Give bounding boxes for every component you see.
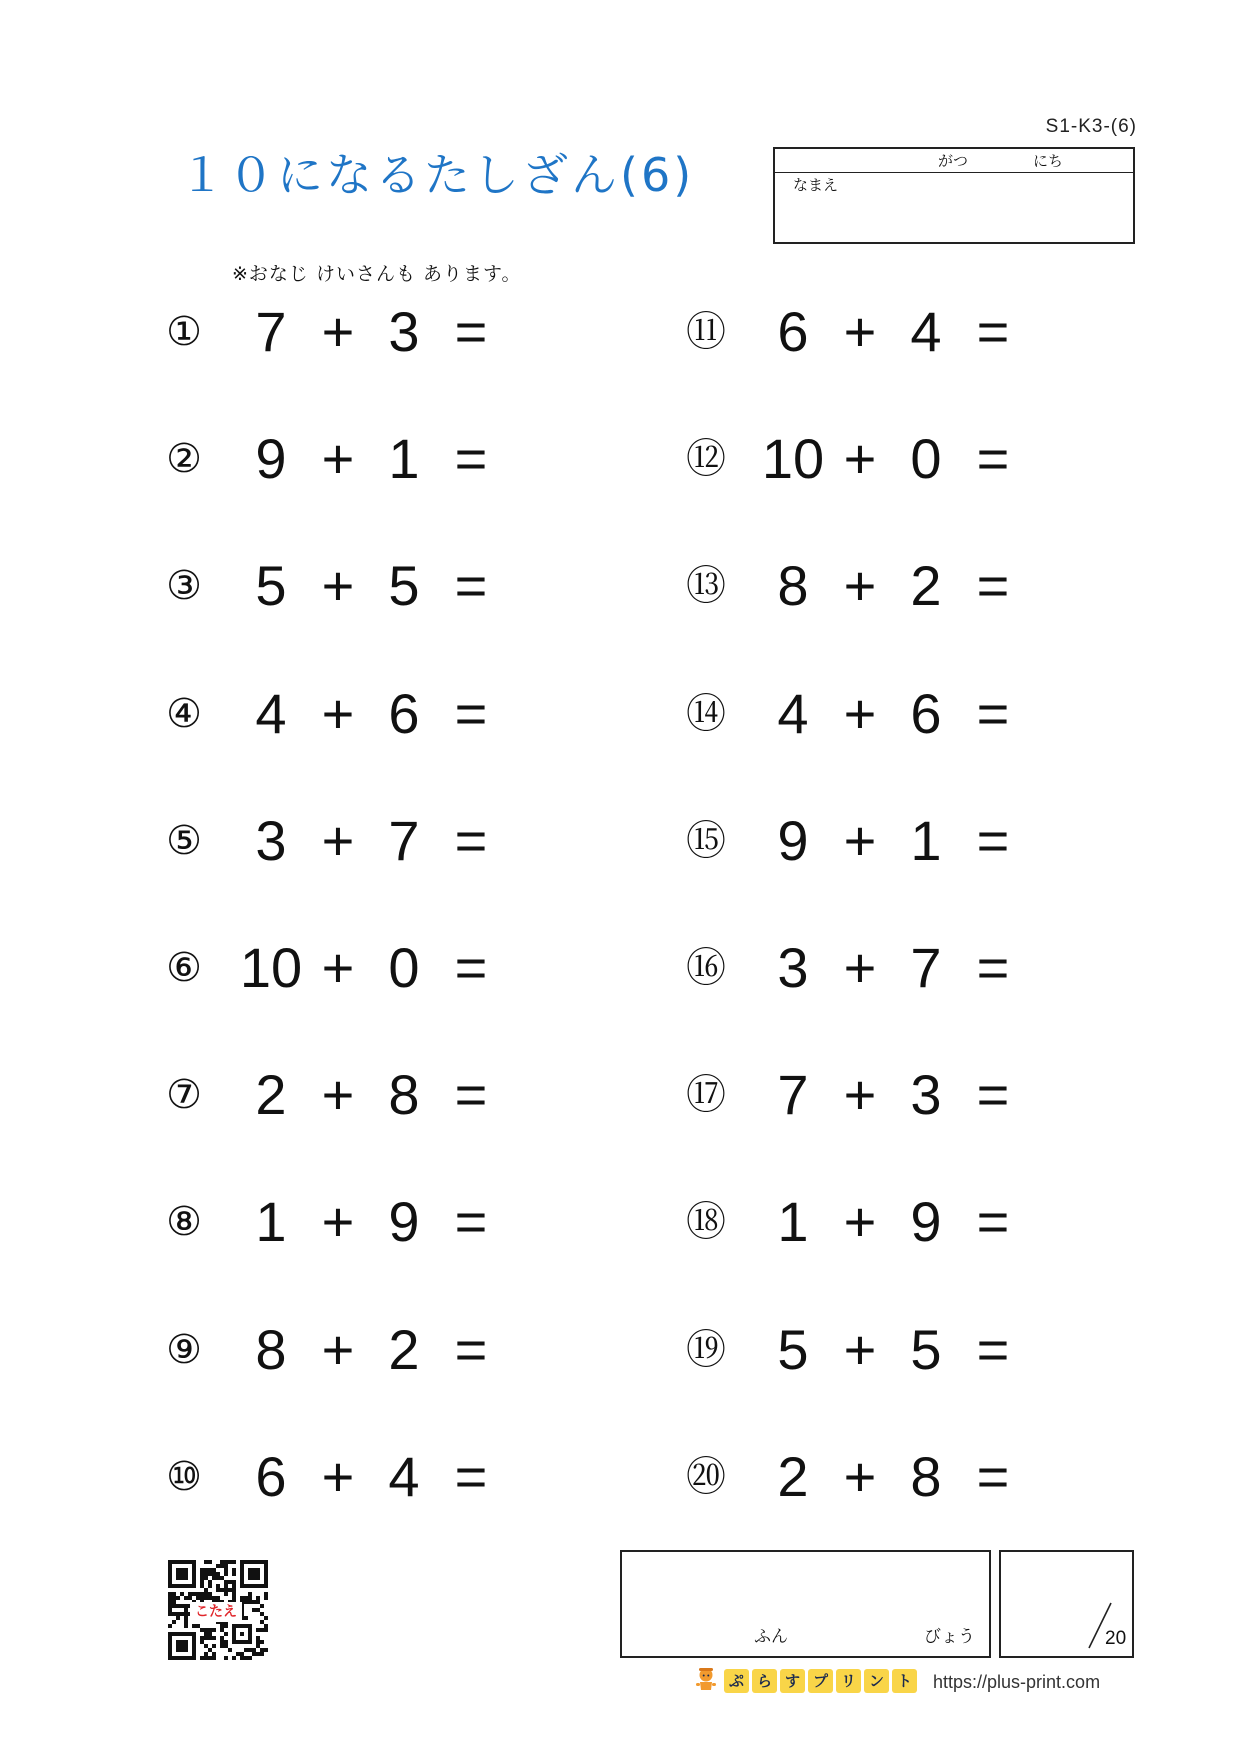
problem-number: ⑲ xyxy=(686,1326,726,1373)
plus-sign: + xyxy=(321,681,355,745)
problem-number: ② xyxy=(166,436,202,483)
problem-number: ⑬ xyxy=(686,563,726,610)
equals-sign: = xyxy=(454,935,488,999)
problem-14 xyxy=(681,674,1023,754)
problem-12 xyxy=(681,419,1023,499)
qr-alignment-pattern xyxy=(232,1624,252,1644)
plus-sign: + xyxy=(843,935,877,999)
first-addend: 3 xyxy=(255,808,287,872)
plus-print-logo xyxy=(724,1669,917,1693)
problem-number: ⑭ xyxy=(686,690,726,737)
problem-number: ⑰ xyxy=(686,1072,726,1119)
problem-9 xyxy=(159,1310,501,1390)
problem-number: ③ xyxy=(166,563,202,610)
problem-13 xyxy=(681,546,1023,626)
problem-number: ⑧ xyxy=(166,1199,202,1246)
problem-1 xyxy=(159,292,501,372)
logo-tile: リ xyxy=(836,1669,861,1693)
first-addend: 10 xyxy=(239,935,303,999)
problem-7 xyxy=(159,1055,501,1135)
problem-number: ⑨ xyxy=(166,1326,202,1373)
plus-sign: + xyxy=(843,554,877,618)
second-addend: 5 xyxy=(388,554,420,618)
first-addend: 2 xyxy=(777,1444,809,1508)
score-total: 20 xyxy=(1105,1628,1127,1649)
equals-sign: = xyxy=(454,1444,488,1508)
problem-number: ⑪ xyxy=(686,309,726,355)
first-addend: 6 xyxy=(255,1444,287,1508)
equals-sign: = xyxy=(454,808,488,872)
score-box xyxy=(999,1550,1134,1658)
logo-tile: す xyxy=(780,1669,805,1693)
problem-8 xyxy=(159,1182,501,1262)
problem-number: ④ xyxy=(166,690,202,737)
problem-number: ⑦ xyxy=(166,1072,202,1119)
qr-finder-pattern xyxy=(240,1560,268,1588)
first-addend: 9 xyxy=(255,427,287,491)
name-date-box xyxy=(773,147,1135,244)
day-label: にち xyxy=(1033,152,1064,170)
first-addend: 10 xyxy=(761,427,825,491)
logo-tile: ら xyxy=(752,1669,777,1693)
site-url-link[interactable]: https://plus-print.com xyxy=(933,1672,1101,1692)
problem-2 xyxy=(159,419,501,499)
plus-sign: + xyxy=(321,1444,355,1508)
plus-sign: + xyxy=(843,1063,877,1127)
logo-tile: ぷ xyxy=(724,1669,749,1693)
problem-16 xyxy=(681,928,1023,1008)
first-addend: 1 xyxy=(777,1190,809,1254)
first-addend: 7 xyxy=(255,300,287,363)
problem-18 xyxy=(681,1182,1023,1262)
problem-17 xyxy=(681,1055,1023,1135)
equals-sign: = xyxy=(454,1063,488,1127)
second-addend: 1 xyxy=(388,427,420,491)
answer-label: こたえ xyxy=(190,1602,242,1622)
first-addend: 8 xyxy=(255,1317,287,1381)
problem-number: ⑫ xyxy=(686,436,726,483)
name-label: なまえ xyxy=(793,176,839,194)
second-addend: 9 xyxy=(910,1190,942,1254)
plus-sign: + xyxy=(321,427,355,491)
plus-sign: + xyxy=(321,300,355,363)
second-addend: 3 xyxy=(910,1063,942,1127)
worksheet-code: S1-K3-(6) xyxy=(1045,116,1137,137)
equals-sign: = xyxy=(976,808,1010,872)
plus-sign: + xyxy=(843,1317,877,1381)
equals-sign: = xyxy=(454,427,488,491)
first-addend: 5 xyxy=(255,554,287,618)
plus-sign: + xyxy=(843,681,877,745)
first-addend: 4 xyxy=(255,681,287,745)
problem-6 xyxy=(159,928,501,1008)
problem-number: ① xyxy=(166,309,202,355)
equals-sign: = xyxy=(976,427,1010,491)
first-addend: 9 xyxy=(777,808,809,872)
logo-tile: ト xyxy=(892,1669,917,1693)
first-addend: 3 xyxy=(777,935,809,999)
problem-5 xyxy=(159,801,501,881)
minutes-label: ふん xyxy=(754,1627,788,1647)
equals-sign: = xyxy=(454,1317,488,1381)
seconds-label: びょう xyxy=(924,1627,975,1647)
plus-sign: + xyxy=(843,1444,877,1508)
equals-sign: = xyxy=(976,1063,1010,1127)
second-addend: 2 xyxy=(910,554,942,618)
second-addend: 5 xyxy=(910,1317,942,1381)
problem-4 xyxy=(159,674,501,754)
equals-sign: = xyxy=(976,300,1010,363)
problem-number: ⑳ xyxy=(686,1453,726,1500)
equals-sign: = xyxy=(454,681,488,745)
plus-sign: + xyxy=(321,935,355,999)
problem-10 xyxy=(159,1437,501,1517)
second-addend: 7 xyxy=(388,808,420,872)
problem-number: ⑩ xyxy=(166,1453,202,1500)
problem-number: ⑱ xyxy=(686,1199,726,1246)
problem-number: ⑤ xyxy=(166,817,202,864)
first-addend: 1 xyxy=(255,1190,287,1254)
problem-15 xyxy=(681,801,1023,881)
second-addend: 4 xyxy=(388,1444,420,1508)
equals-sign: = xyxy=(976,554,1010,618)
equals-sign: = xyxy=(976,935,1010,999)
first-addend: 8 xyxy=(777,554,809,618)
qr-finder-pattern xyxy=(168,1632,196,1660)
second-addend: 6 xyxy=(388,681,420,745)
first-addend: 7 xyxy=(777,1063,809,1127)
equals-sign: = xyxy=(976,1444,1010,1508)
second-addend: 2 xyxy=(388,1317,420,1381)
second-addend: 8 xyxy=(910,1444,942,1508)
page-title: １０になるたしざん(6) xyxy=(179,148,695,202)
qr-finder-pattern xyxy=(168,1560,196,1588)
second-addend: 8 xyxy=(388,1063,420,1127)
plus-sign: + xyxy=(321,1317,355,1381)
equals-sign: = xyxy=(976,1190,1010,1254)
time-box xyxy=(620,1550,991,1658)
name-box-divider xyxy=(775,172,1133,173)
first-addend: 2 xyxy=(255,1063,287,1127)
plus-sign: + xyxy=(843,427,877,491)
second-addend: 9 xyxy=(388,1190,420,1254)
instruction-note: ※おなじ けいさんも あります。 xyxy=(232,263,522,285)
first-addend: 5 xyxy=(777,1317,809,1381)
plus-sign: + xyxy=(321,1190,355,1254)
equals-sign: = xyxy=(454,1190,488,1254)
equals-sign: = xyxy=(976,1317,1010,1381)
plus-sign: + xyxy=(843,808,877,872)
problem-19 xyxy=(681,1310,1023,1390)
plus-sign: + xyxy=(843,300,877,363)
problem-number: ⑮ xyxy=(686,817,726,864)
problem-11 xyxy=(681,292,1023,372)
second-addend: 0 xyxy=(388,935,420,999)
problem-20 xyxy=(681,1437,1023,1517)
plus-sign: + xyxy=(843,1190,877,1254)
first-addend: 4 xyxy=(777,681,809,745)
second-addend: 7 xyxy=(910,935,942,999)
second-addend: 0 xyxy=(910,427,942,491)
equals-sign: = xyxy=(454,554,488,618)
second-addend: 1 xyxy=(910,808,942,872)
plus-sign: + xyxy=(321,554,355,618)
second-addend: 6 xyxy=(910,681,942,745)
second-addend: 4 xyxy=(910,300,942,363)
equals-sign: = xyxy=(454,300,488,363)
logo-tile: プ xyxy=(808,1669,833,1693)
equals-sign: = xyxy=(976,681,1010,745)
problem-3 xyxy=(159,546,501,626)
logo-tile: ン xyxy=(864,1669,889,1693)
plus-sign: + xyxy=(321,808,355,872)
problem-list xyxy=(159,292,1023,1517)
plus-sign: + xyxy=(321,1063,355,1127)
problem-number: ⑥ xyxy=(166,944,202,991)
mascot-icon xyxy=(695,1667,717,1693)
month-label: がつ xyxy=(938,152,969,170)
first-addend: 6 xyxy=(777,300,809,363)
second-addend: 3 xyxy=(388,300,420,363)
problem-number: ⑯ xyxy=(686,944,726,991)
